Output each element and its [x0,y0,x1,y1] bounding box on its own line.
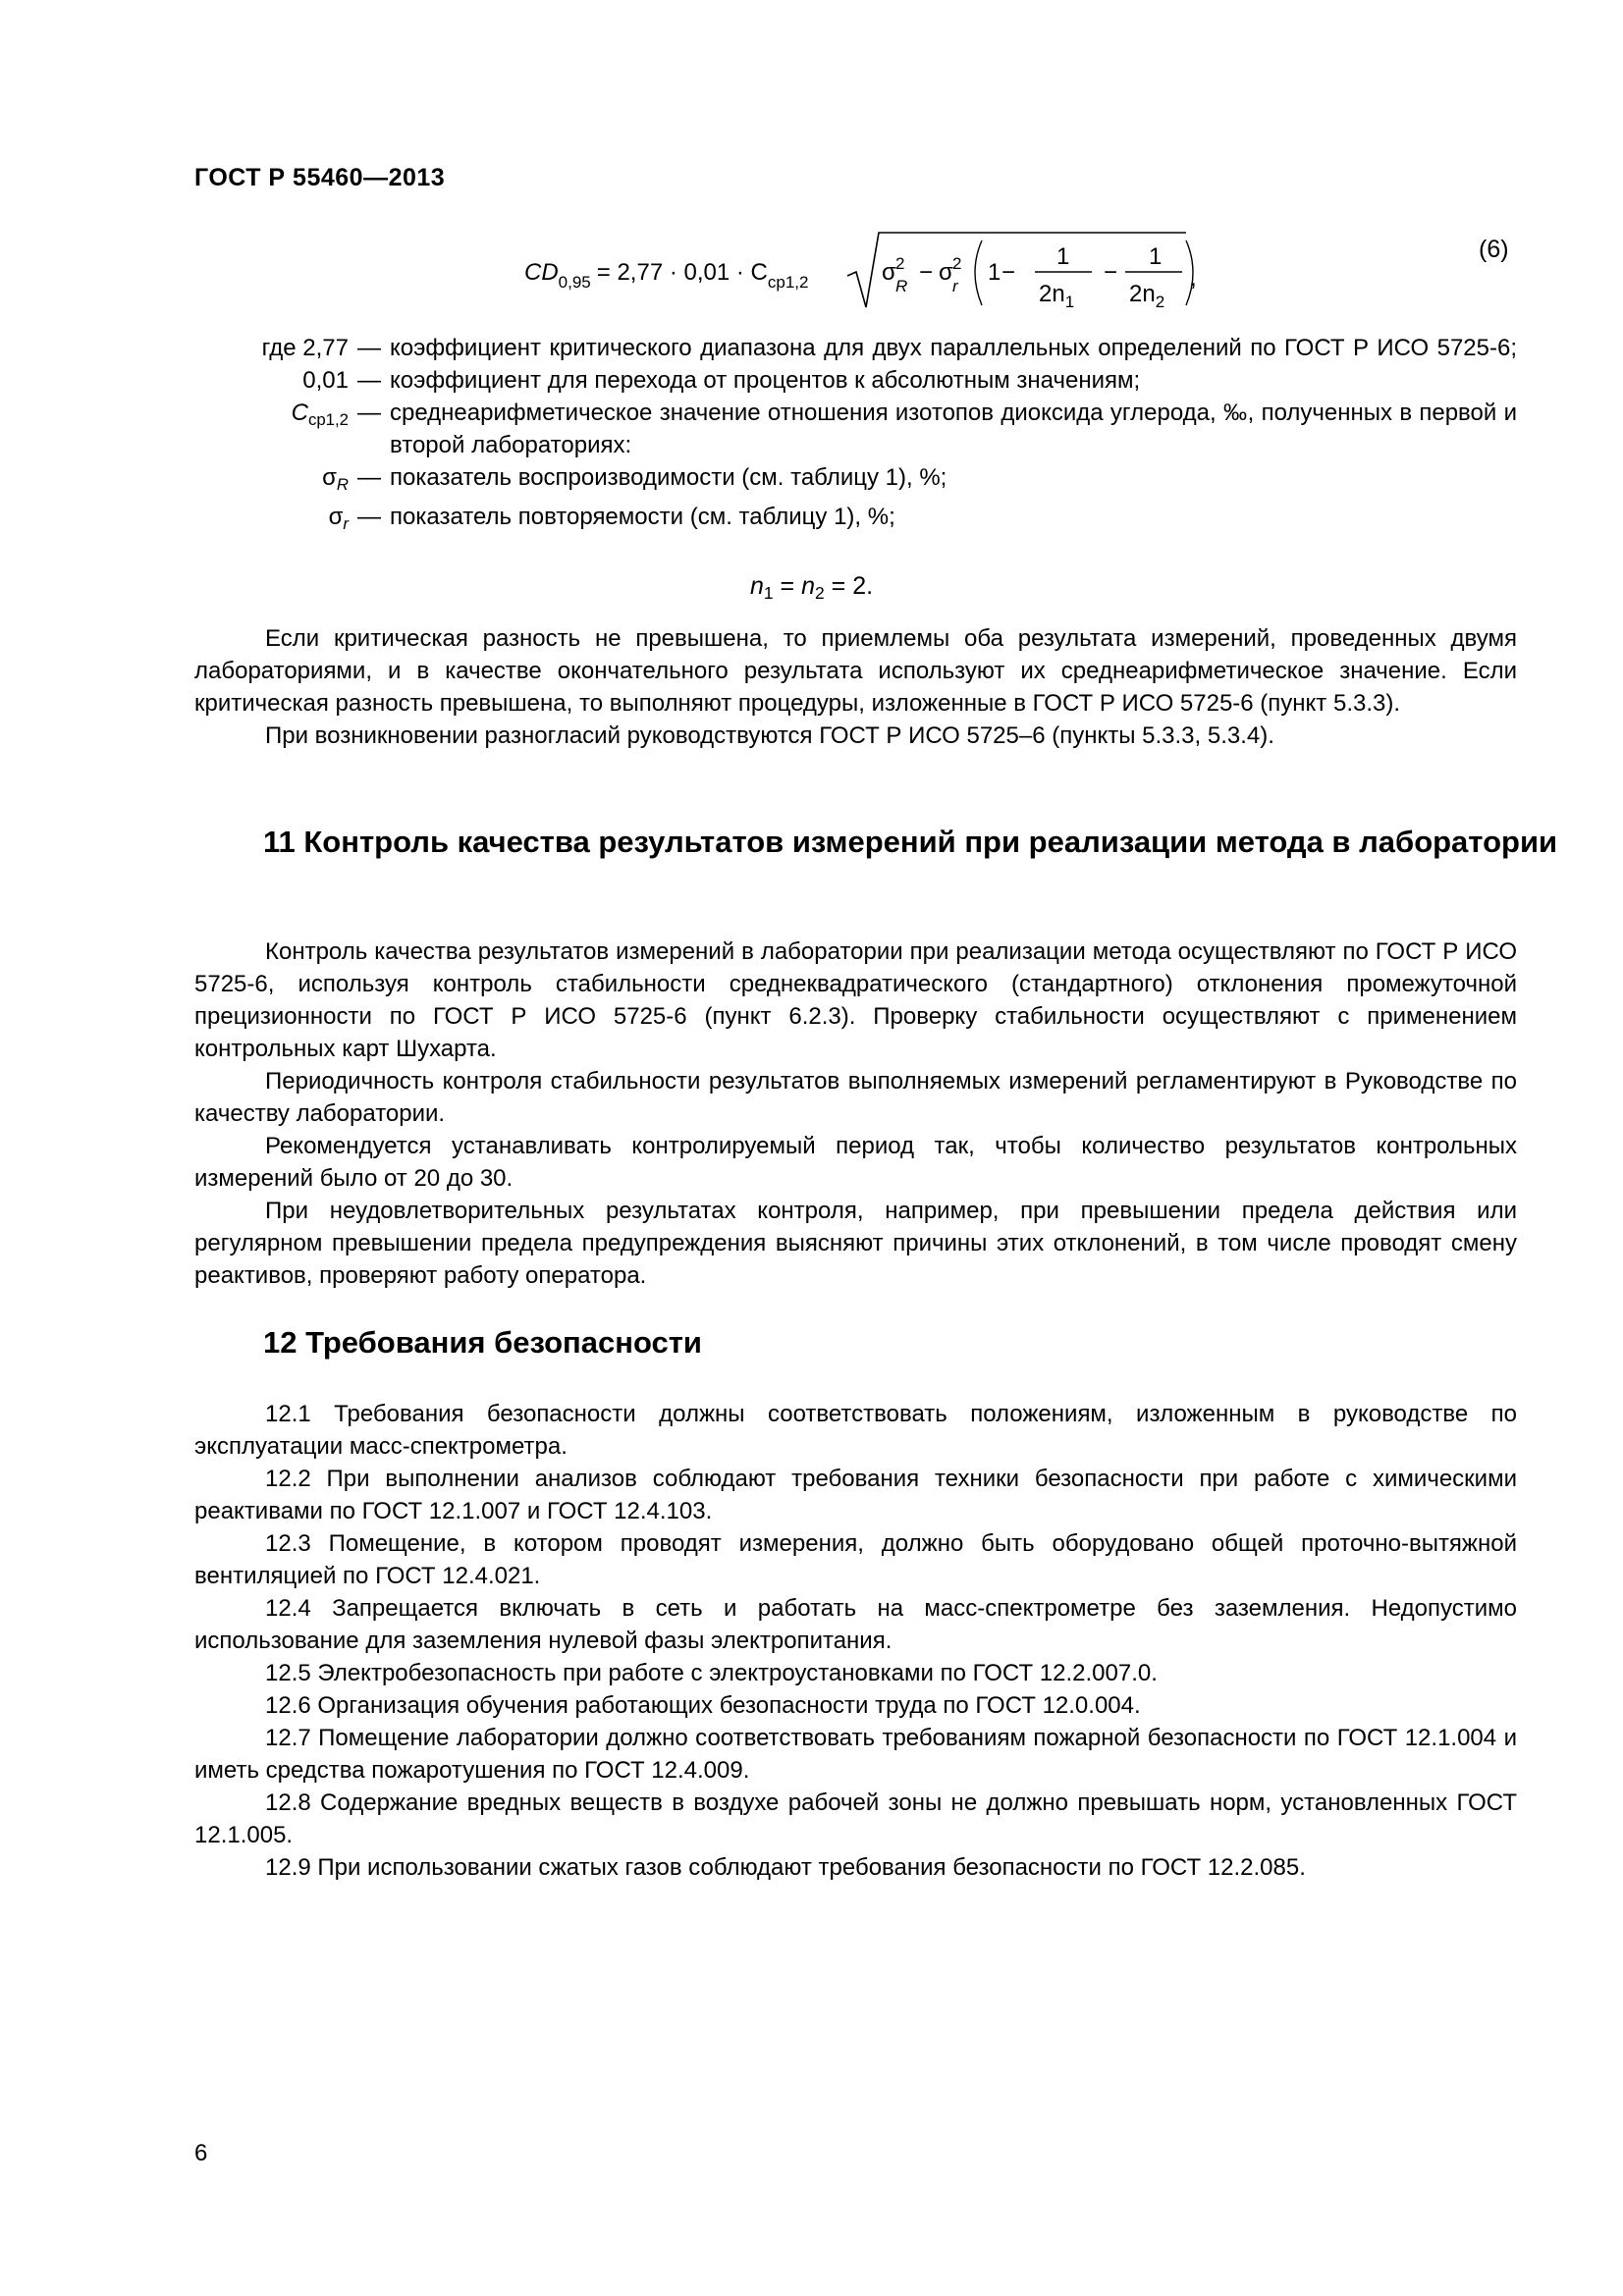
paragraph: Рекомендуется устанавливать контролируемый период так, чтобы количество результатов контрольных измерений было от 20 до 30. [194,1133,1517,1192]
intro-paragraphs [194,622,1517,752]
paragraph: 12.8 Содержание вредных веществ в воздухе рабочей зоны не должно превышать норм, установленных ГОСТ 12.1.005. [194,1789,1517,1848]
section-11-title: 11 Контроль качества результатов измерений при реализации метода в лаборатории [263,825,1558,859]
definition-item: где 2,77 — коэффициент критического диапазона для двух параллельных определений по ГОСТ Р ИСО 5725-6; [261,335,1517,361]
svg-text:σ: σ [939,259,953,286]
svg-text:r: r [952,277,958,295]
definition-item: $\sigma_r$ — показатель повторяемости (см. таблицу 1), %; [328,504,895,533]
svg-text:2n1: $2n_1$ [1039,281,1075,311]
svg-text:2: 2 [952,254,962,273]
paragraph: 12.9 При использовании сжатых газов соблюдают требования безопасности по ГОСТ 12.2.085. [265,1854,1306,1881]
svg-text:−: − [1001,259,1016,286]
n-equation: $n_1 = n_2 = 2$. [749,572,874,603]
svg-text:−: − [1104,259,1118,286]
definition-item: $C_{ср1,2}$ — среднеарифметическое значение отношения изотопов диоксида углерода, ‰, полученных в первой и второй лабораториях: [291,400,1517,458]
svg-text:1: 1 [1056,243,1070,270]
svg-text:CD0,95= 2,77 · 0,01 · Cср1,2: $CD_{0,95} = 2,77 \cdot 0,01 \cdot C_{ср1,2}$ [524,259,809,292]
section-12-title: 12 Требования безопасности [263,1325,702,1360]
definitions-list [187,332,1517,540]
paragraph: 12.5 Электробезопасность при работе с электроустановками по ГОСТ 12.2.007.0. [265,1660,1158,1686]
paragraph: 12.3 Помещение, в котором проводят измерения, должно быть оборудовано общей проточно-вытяжной вентиляцией по ГОСТ 12.4.021. [194,1530,1517,1589]
formula-number: (6) [1479,236,1509,263]
svg-text:−: − [919,259,934,286]
paragraph: 12.7 Помещение лаборатории должно соответствовать требованиям пожарной безопасности по ГОСТ 12.1.004 и иметь средства пожаротушения по ГОСТ 12.4.009. [194,1725,1517,1784]
svg-text:2: 2 [895,254,905,273]
paragraph: 12.4 Запрещается включать в сеть и работать на масс-спектрометре без заземления. Недопустимо использование для заземления нулевой фазы электропитания. [194,1595,1517,1654]
paragraph: Контроль качества результатов измерений в лаборатории при реализации метода осуществляют по ГОСТ Р ИСО 5725-6, используя контроль стабильности среднеквадратического (стандартного) отклонения промежуточной прецизионности по ГОСТ Р ИСО 5725-6 (пункт 6.2.3). Проверку стабильности осуществляют с применением контрольных карт Шухарта. [194,938,1517,1062]
svg-text:σ: σ [882,259,896,286]
page-number: 6 [194,2140,208,2166]
paragraph: Периодичность контроля стабильности результатов выполняемых измерений регламентируют в Руководстве по качеству лаборатории. [194,1068,1517,1127]
paragraph: 12.2 При выполнении анализов соблюдают требования техники безопасности при работе с химическими реактивами по ГОСТ 12.1.007 и ГОСТ 12.4.103. [194,1466,1517,1524]
definition-item: $\sigma_R$ — показатель воспроизводимости (см. таблицу 1), %; [322,464,947,494]
svg-text:2n2: $2n_2$ [1129,281,1165,311]
svg-text:R: R [895,277,908,295]
svg-text:,: , [1190,265,1197,292]
section-12-body [194,1398,1517,1884]
definition-item: 0,01 — коэффициент для перехода от процентов к абсолютным значениям; [302,367,1141,394]
paragraph: При неудовлетворительных результатах контроля, например, при превышении предела действия или регулярном превышении предела предупреждения выясняют причины этих отклонений, в том числе проводят смену реактивов, проверяют работу оператора. [194,1198,1517,1289]
paragraph: Если критическая разность не превышена, то приемлемы оба результата измерений, проведенных двумя лабораториями, и в качестве окончательного результата используют их среднеарифметическое значение. Если критическая разность превышена, то выполняют процедуры, изложенные в ГОСТ Р ИСО 5725-6 (пункт 5.3.3). [194,625,1517,717]
paragraph: 12.1 Требования безопасности должны соответствовать положениям, изложенным в руководстве по эксплуатации масс-спектрометра. [194,1401,1517,1460]
paragraph: 12.6 Организация обучения работающих безопасности труда по ГОСТ 12.0.004. [265,1692,1141,1719]
document-header: ГОСТ Р 55460—2013 [194,164,446,191]
paragraph: При возникновении разногласий руководствуются ГОСТ Р ИСО 5725–6 (пункты 5.3.3, 5.3.4). [265,722,1274,749]
formula-lhs: CD [524,259,559,286]
svg-text:1: 1 [988,259,1001,286]
section-11-body [194,935,1517,1292]
svg-text:1: 1 [1149,243,1163,270]
formula-6 [511,221,1198,329]
